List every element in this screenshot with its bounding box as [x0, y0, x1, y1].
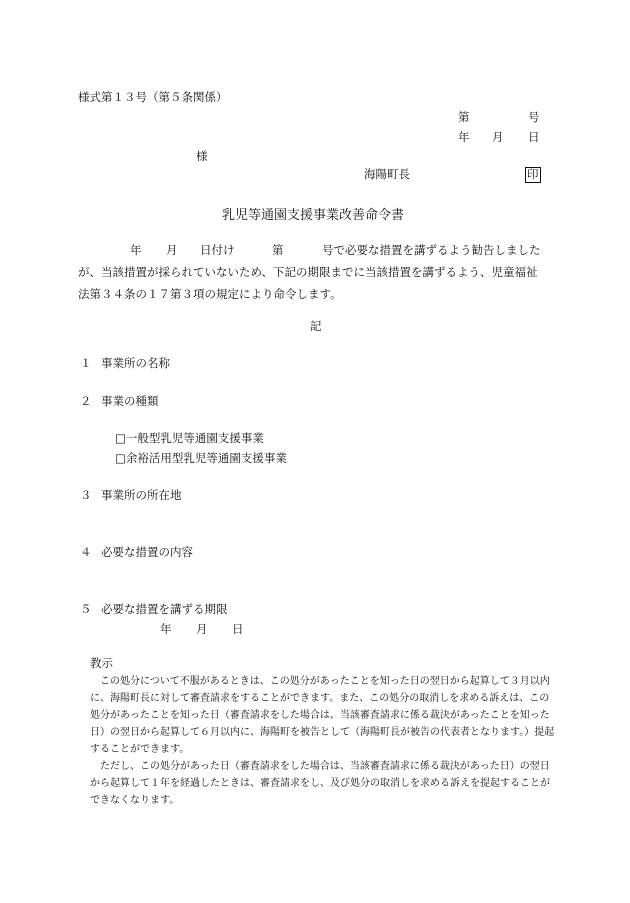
- intro-number-prefix: 第: [272, 243, 284, 257]
- deadline-year: 年: [160, 622, 172, 636]
- notice-line: 処分があったことを知った日（審査請求をした場合は、当該審査請求に係る裁決があったことを知った: [90, 710, 550, 721]
- document-number-prefix: 第: [458, 110, 470, 124]
- notice-line: できなくなります。: [90, 795, 180, 806]
- item-number: ５: [80, 602, 92, 616]
- notice-line: 日）の翌日から起算して６月以内に、海陽町を被告として（海陽町長が被告の代表者となります。）提起: [90, 727, 555, 738]
- notice-heading: 教示: [90, 656, 113, 670]
- intro-day: 日付け: [200, 243, 235, 257]
- addressee-honorific: 様: [196, 149, 208, 163]
- checkbox-option-spare-capacity[interactable]: □余裕活用型乳児等通園支援事業: [115, 451, 287, 465]
- date-month-label: 月: [492, 130, 504, 144]
- checkbox-option-general[interactable]: □一般型乳児等通園支援事業: [115, 431, 264, 445]
- deadline-day: 日: [232, 622, 244, 636]
- intro-line-3: 法第３４条の１７第３項の規定により命令します。: [78, 287, 342, 301]
- document-number-suffix: 号: [528, 110, 540, 124]
- document-title: 乳児等通園支援事業改善命令書: [222, 208, 405, 223]
- notice-line: から起算して１年を経過したときは、審査請求をし、及び処分の取消しを求める訴えを提起することが: [90, 778, 550, 789]
- form-number: 様式第１３号（第５条関係）: [78, 90, 228, 104]
- item-number: ３: [80, 488, 92, 502]
- deadline-month: 月: [196, 622, 208, 636]
- notice-line: ただし、この処分があった日（審査請求をした場合は、当該審査請求に係る裁決があった日）の翌日: [100, 761, 550, 772]
- notice-line: この処分について不服があるときは、この処分があったことを知った日の翌日から起算して３月以内: [100, 676, 550, 687]
- item-label-deadline: 必要な措置を講ずる期限: [101, 602, 228, 616]
- notice-line: に、海陽町長に対して審査請求をすることができます。また、この処分の取消しを求める訴えは、この: [90, 693, 550, 704]
- item-label-required-measures: 必要な措置の内容: [101, 545, 193, 559]
- issuer-name: 海陽町長: [364, 167, 410, 181]
- ki-heading: 記: [310, 319, 322, 333]
- intro-line-1: 号で必要な措置を講ずるよう勧告しました: [322, 243, 541, 257]
- item-number: １: [80, 356, 92, 370]
- item-label-office-address: 事業所の所在地: [101, 488, 182, 502]
- intro-line-2: が、当該措置が採られていないため、下記の期限までに当該措置を講ずるよう、児童福祉: [78, 265, 538, 279]
- date-year-label: 年: [458, 130, 470, 144]
- intro-year: 年: [130, 243, 142, 257]
- item-label-business-type: 事業の種類: [101, 394, 159, 408]
- date-day-label: 日: [528, 130, 540, 144]
- item-number: ２: [80, 394, 92, 408]
- item-number: ４: [80, 545, 92, 559]
- item-label-office-name: 事業所の名称: [101, 356, 170, 370]
- intro-month: 月: [166, 243, 178, 257]
- seal-mark: 印: [527, 167, 539, 181]
- notice-line: することができます。: [90, 744, 190, 755]
